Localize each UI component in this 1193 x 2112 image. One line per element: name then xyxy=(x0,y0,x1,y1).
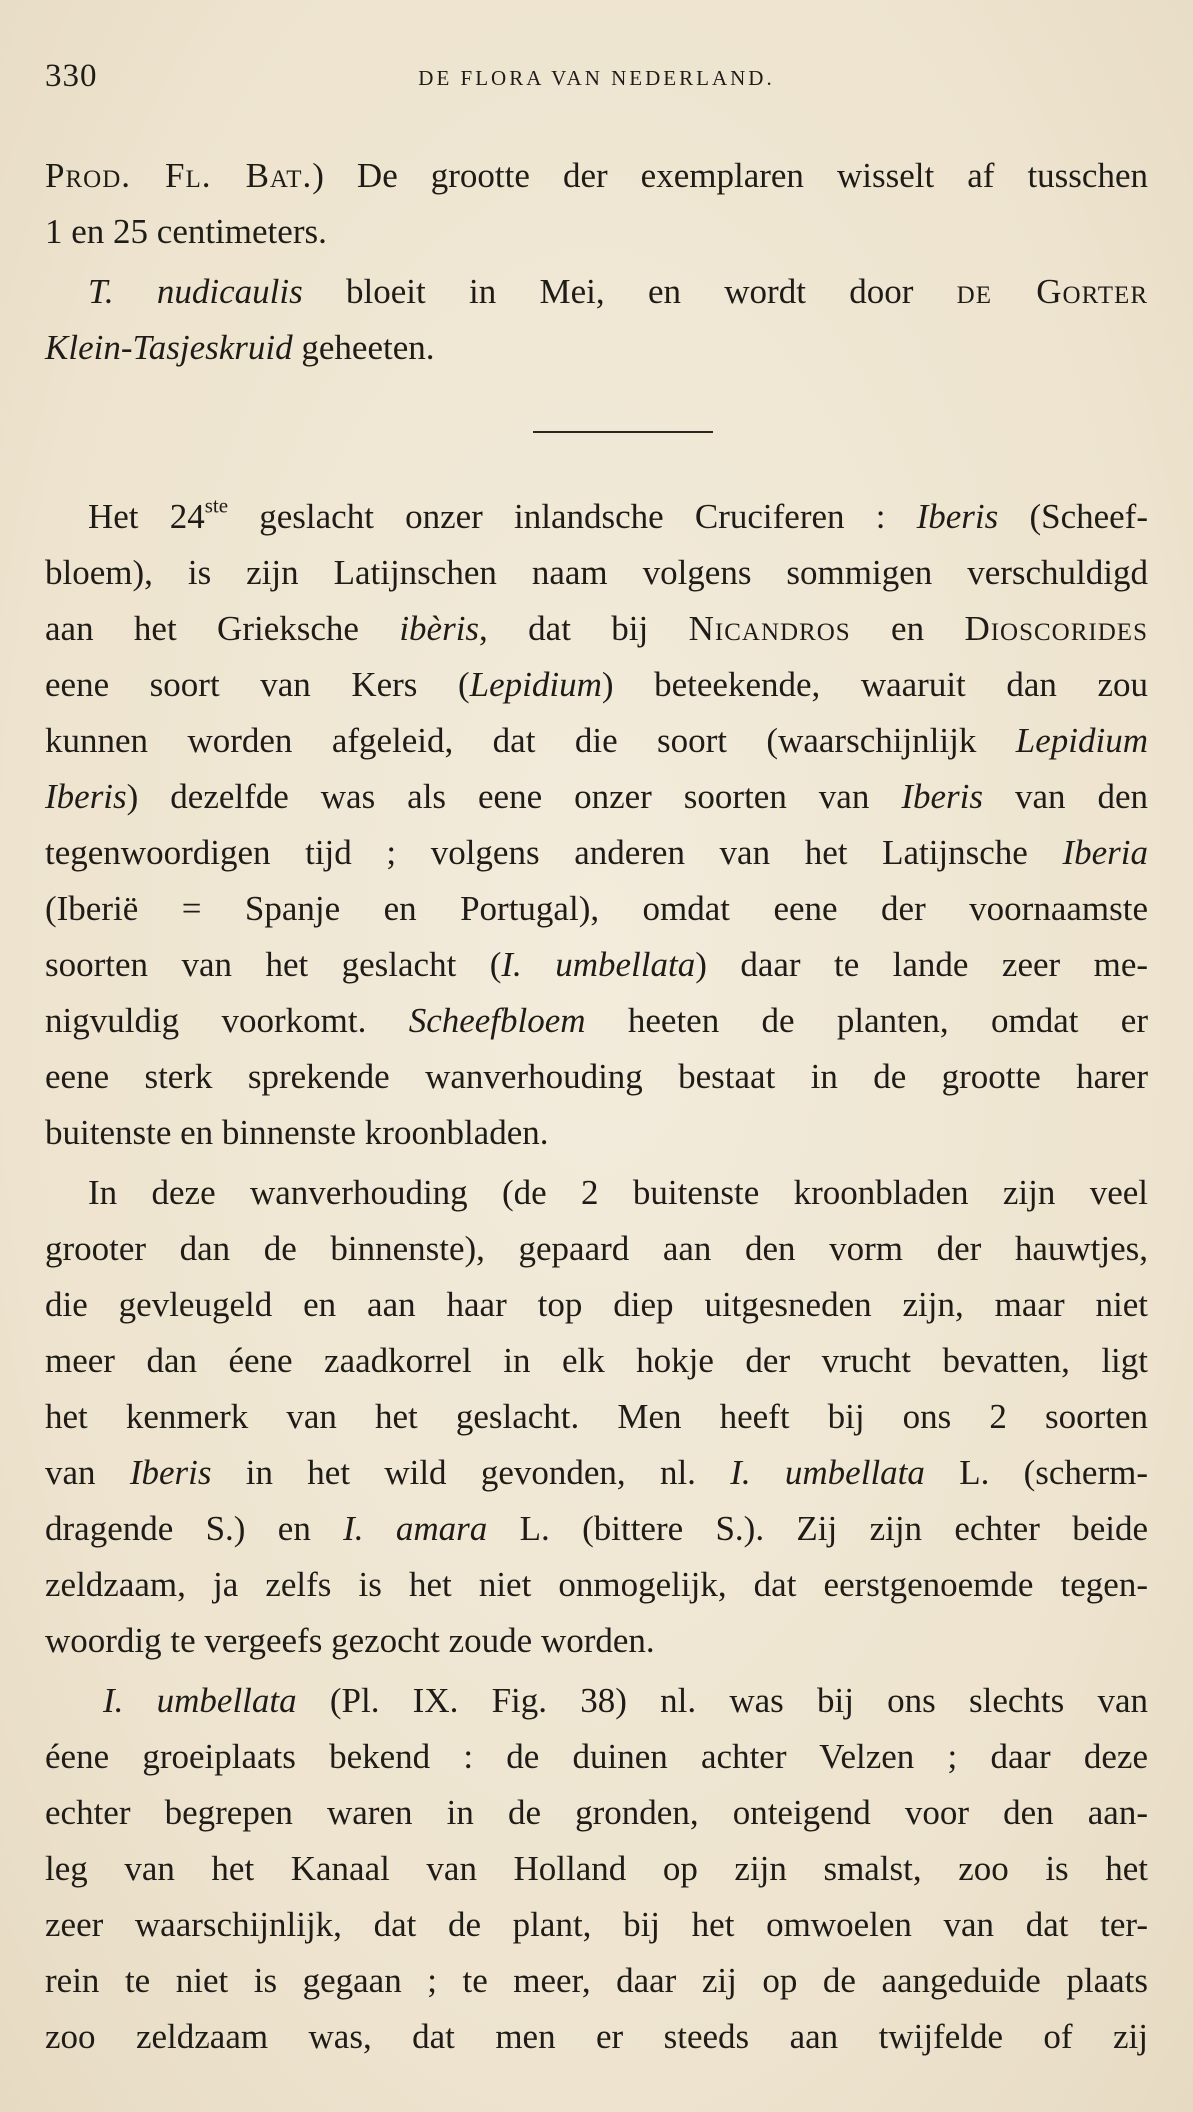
section-divider xyxy=(533,431,713,433)
text-line: meer dan éene zaadkorrel in elk hokje der vrucht bevatten, ligt xyxy=(45,1341,1148,1380)
text-line: éene groeiplaats bekend : de duinen achter Velzen ; daar deze xyxy=(45,1737,1148,1776)
text-line: kunnen worden afgeleid, dat die soort (waarschijnlijk Lepidium xyxy=(45,721,1148,760)
text-line: zeldzaam, ja zelfs is het niet onmogelijk, dat eerstgenoemde tegen- xyxy=(45,1565,1148,1604)
text-line: I. umbellata (Pl. IX. Fig. 38) nl. was bij ons slechts van xyxy=(103,1681,1149,1720)
text-line: nigvuldig voorkomt. Scheefbloem heeten de planten, omdat er xyxy=(45,1001,1148,1040)
text-line: 1 en 25 centimeters. xyxy=(45,212,327,251)
text-line: van Iberis in het wild gevonden, nl. I. umbellata L. (scherm- xyxy=(45,1453,1148,1492)
text-line: soorten van het geslacht (I. umbellata) daar te lande zeer me- xyxy=(45,945,1149,984)
text-line: grooter dan de binnenste), gepaard aan den vorm der hauwtjes, xyxy=(45,1229,1148,1268)
text-line: echter begrepen waren in de gronden, onteigend voor den aan- xyxy=(45,1793,1148,1832)
text-line: In deze wanverhouding (de 2 buitenste kroonbladen zijn veel xyxy=(88,1173,1148,1212)
text-line: aan het Grieksche ibèris, dat bij Nicandros en Dioscorides xyxy=(45,609,1148,648)
page-header xyxy=(45,58,1148,108)
text-line: die gevleugeld en aan haar top diep uitgesneden zijn, maar niet xyxy=(45,1285,1148,1324)
running-title: DE FLORA VAN NEDERLAND. xyxy=(418,66,775,90)
text-line: Prod. Fl. Bat.) De grootte der exemplaren wisselt af tusschen xyxy=(45,156,1148,195)
page-number: 330 xyxy=(45,58,98,94)
text-line: Het 24ste geslacht onzer inlandsche Cruciferen : Iberis (Scheef- xyxy=(88,493,1148,536)
text-line: Klein-Tasjeskruid geheeten. xyxy=(45,328,435,367)
text-line: (Iberië = Spanje en Portugal), omdat eene der voornaamste xyxy=(45,889,1148,928)
text-line: dragende S.) en I. amara L. (bittere S.). Zij zijn echter beide xyxy=(45,1509,1148,1548)
text-line: Iberis) dezelfde was als eene onzer soorten van Iberis van den xyxy=(45,777,1148,816)
text-line: woordig te vergeefs gezocht zoude worden. xyxy=(45,1621,655,1660)
text-line: rein te niet is gegaan ; te meer, daar zij op de aangeduide plaats xyxy=(45,1961,1148,2000)
text-line: T. nudicaulis bloeit in Mei, en wordt door de Gorter xyxy=(88,272,1149,311)
text-line: leg van het Kanaal van Holland op zijn smalst, zoo is het xyxy=(45,1849,1148,1888)
text-line: eene soort van Kers (Lepidium) beteekende, waaruit dan zou xyxy=(45,665,1148,704)
text-line: eene sterk sprekende wanverhouding bestaat in de grootte harer xyxy=(45,1057,1148,1096)
text-line: zeer waarschijnlijk, dat de plant, bij het omwoelen van dat ter- xyxy=(45,1905,1148,1944)
text-line: bloem), is zijn Latijnschen naam volgens sommigen verschuldigd xyxy=(45,553,1148,592)
text-line: tegenwoordigen tijd ; volgens anderen van het Latijnsche Iberia xyxy=(45,833,1148,872)
text-line: zoo zeldzaam was, dat men er steeds aan twijfelde of zij xyxy=(45,2017,1148,2056)
text-line: het kenmerk van het geslacht. Men heeft bij ons 2 soorten xyxy=(45,1397,1148,1436)
text-line: buitenste en binnenste kroonbladen. xyxy=(45,1113,549,1152)
